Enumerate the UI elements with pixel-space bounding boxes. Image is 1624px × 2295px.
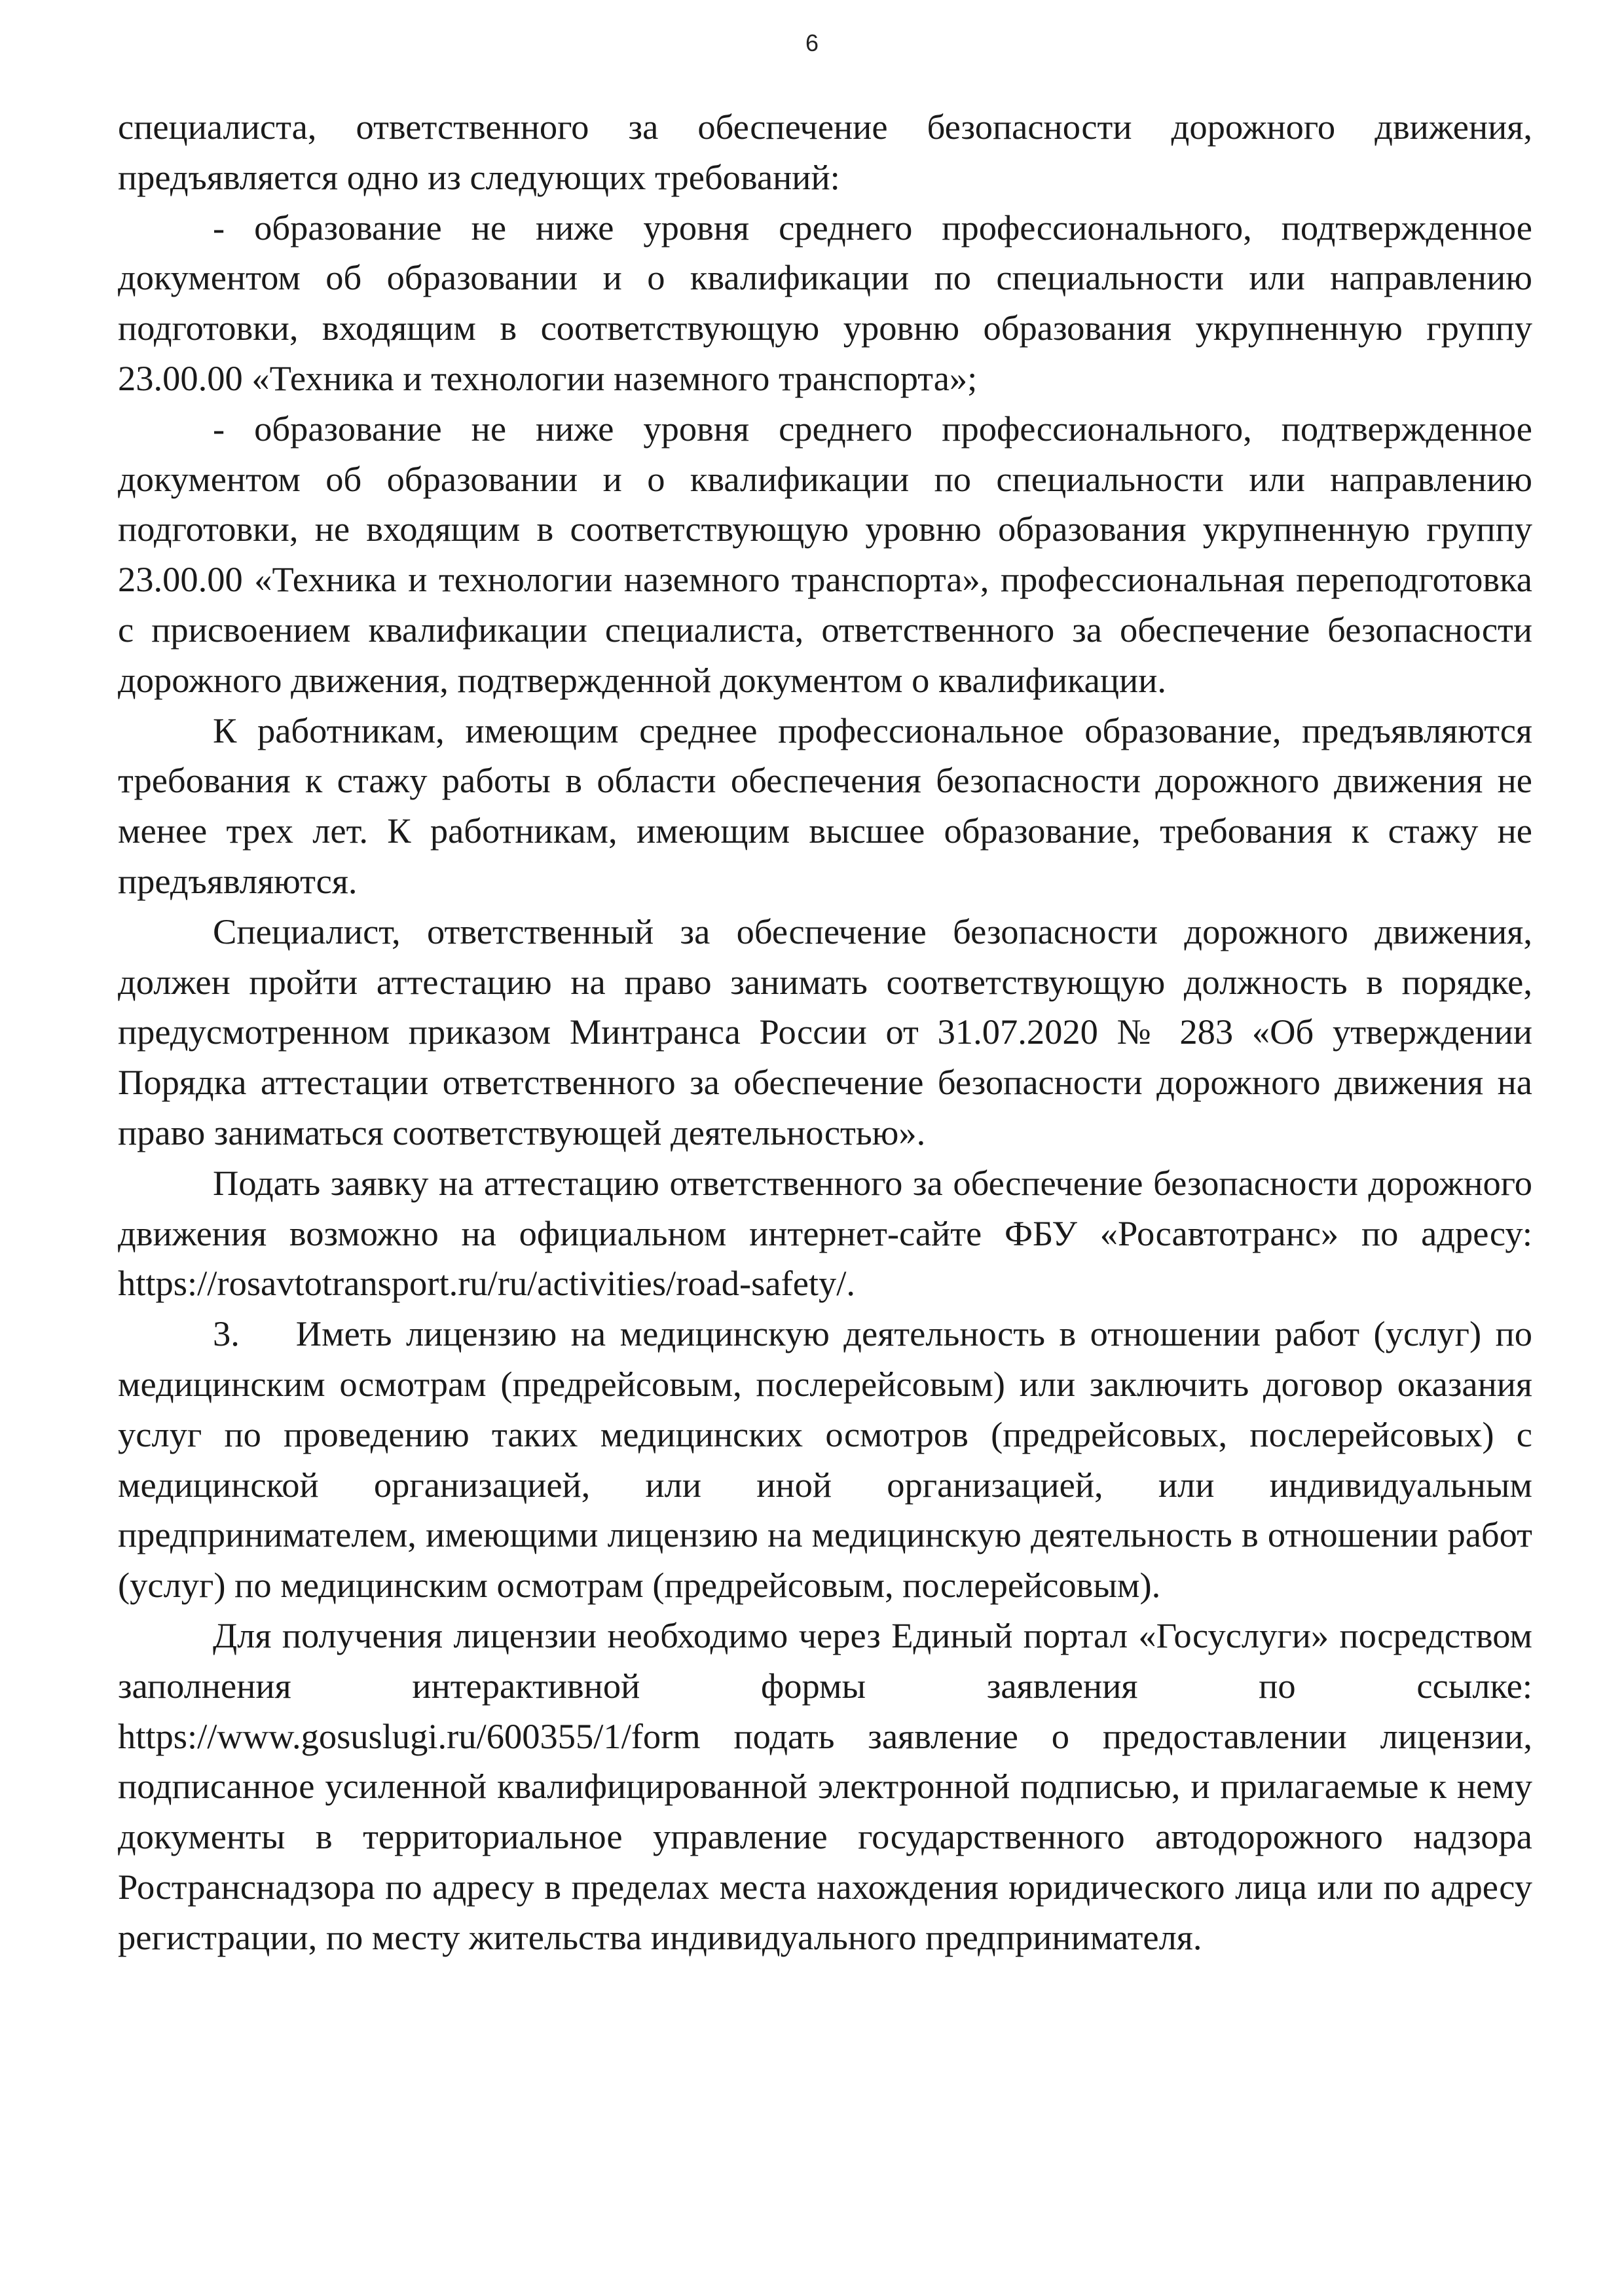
paragraph-attestation-application: Подать заявку на аттестацию ответственного за обеспечение безопасности дорожного движения возможно на официальном интернет-сайте ФБУ «Росавтотранс» по адресу: https://rosavtotransport.ru/ru/activities/road-safety/. (118, 1162, 1532, 1304)
paragraph-continuation: специалиста, ответственного за обеспечение безопасности дорожного движения, предъявляется одно из следующих требований: (118, 107, 1532, 197)
paragraph-license-procedure: Для получения лицензии необходимо через Единый портал «Госуслуги» посредством заполнения интерактивной формы заявления по ссылке: https://www.gosuslugi.ru/600355/1/form подать заявление о предоставлении лицензии, подписанное усиленной квалифицированной электронной подписью, и прилагаемые к нему документы в территориальное управление государственного автодорожного надзора Ространснадзора по адресу в пределах места нахождения юридического лица или по адресу регистрации, по месту жительства индивидуального предпринимателя. (118, 1615, 1532, 1957)
list-item-requirement-1: - образование не ниже уровня среднего профессионального, подтвержденное документом об образовании и о квалификации по специальности или направлению подготовки, входящим в соответствующую уровню образования укрупненную группу 23.00.00 «Техника и технологии наземного транспорта»; (118, 207, 1532, 398)
document-body (118, 102, 1532, 1962)
paragraph-attestation: Специалист, ответственный за обеспечение безопасности дорожного движения, должен пройти аттестацию на право занимать соответствующую должность в порядке, предусмотренном приказом Минтранса России от 31.07.2020 № 283 «Об утверждении Порядка аттестации ответственного за обеспечение безопасности дорожного движения на право заниматься соответствующей деятельностью». (118, 911, 1532, 1152)
paragraph-experience-requirements: К работникам, имеющим среднее профессиональное образование, предъявляются требования к стажу работы в области обеспечения безопасности дорожного движения не менее трех лет. К работникам, имеющим высшее образование, требования к стажу не предъявляются. (118, 710, 1532, 901)
numbered-item-3: 3. Иметь лицензию на медицинскую деятельность в отношении работ (услуг) по медицинским осмотрам (предрейсовым, послерейсовым) или заключить договор оказания услуг по проведению таких медицинских осмотров (предрейсовых, послерейсовых) с медицинской организацией, или иной организацией, или индивидуальным предпринимателем, имеющими лицензию на медицинскую деятельность в отношении работ (услуг) по медицинским осмотрам (предрейсовым, послерейсовым). (118, 1313, 1532, 1606)
list-item-requirement-2: - образование не ниже уровня среднего профессионального, подтвержденное документом об образовании и о квалификации по специальности или направлению подготовки, не входящим в соответствующую уровню образования укрупненную группу 23.00.00 «Техника и технологии наземного транспорта», профессиональная переподготовка с присвоением квалификации специалиста, ответственного за обеспечение безопасности дорожного движения, подтвержденной документом о квалификации. (118, 408, 1532, 700)
page-number: 6 (805, 29, 819, 56)
